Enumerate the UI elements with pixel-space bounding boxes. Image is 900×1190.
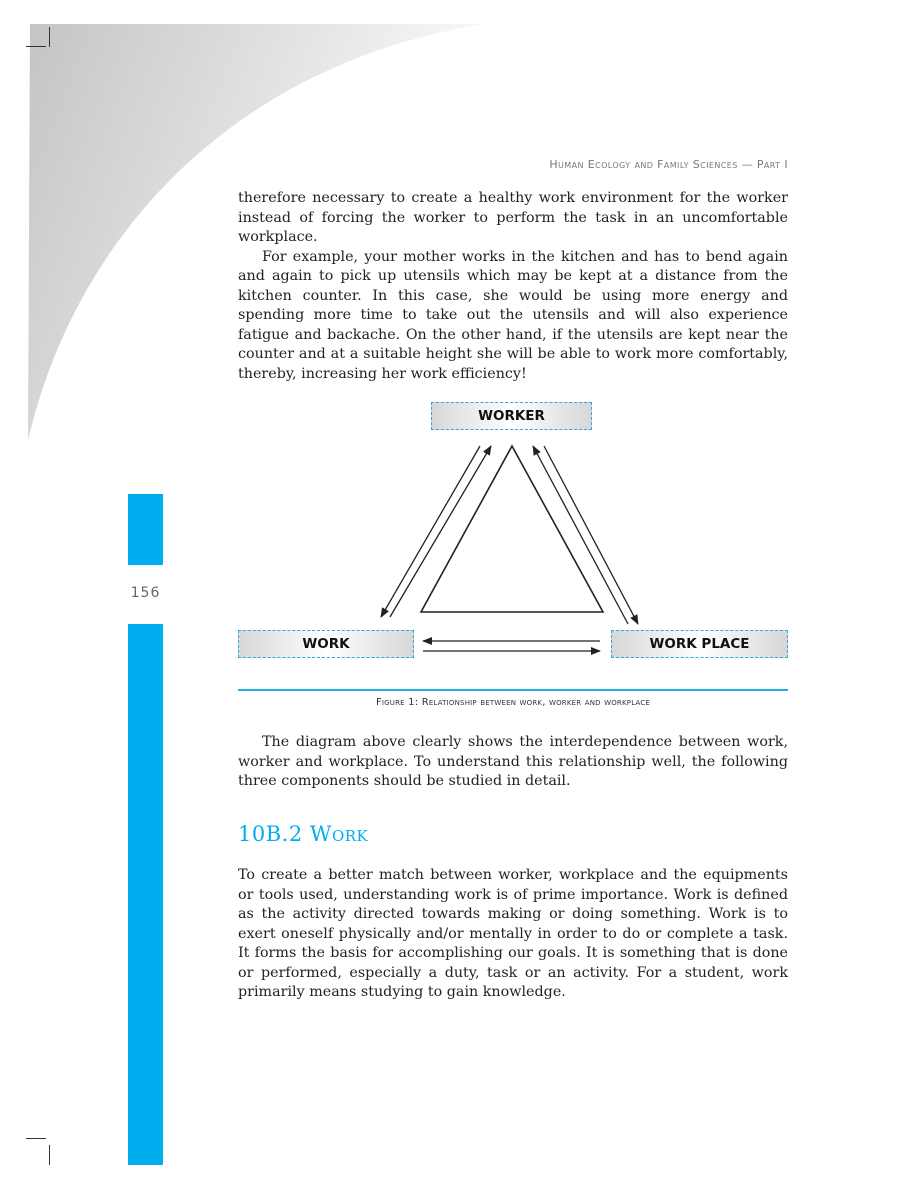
arrow-work-to-worker — [390, 446, 491, 617]
arrow-worker-to-workplace — [544, 446, 638, 624]
figure-caption: Figure 1: Relationship between work, worker and workplace — [375, 697, 651, 708]
center-triangle — [421, 446, 603, 612]
node-worker: WORKER — [431, 402, 592, 430]
paragraph-3: The diagram above clearly shows the interdependence between work, worker and workplace. To understand this relationship well, the following three components should be studied in detail. — [238, 734, 788, 789]
paragraph-2: For example, your mother works in the kitchen and has to bend again and again to pick up utensils which may be kept at a distance from the kitchen counter. In this case, she would be using more energy and spending more time to take out the utensils and will also experience fatigue and backache. On the other hand, if the utensils are kept near the counter and at a suitable height she will be able to work more comfortably, thereby, increasing her work efficiency! — [238, 248, 788, 382]
crop-mark-bottom-horizontal — [26, 1138, 46, 1139]
crop-mark-bottom-vertical — [49, 1145, 50, 1165]
running-header: Human Ecology and Family Sciences — Part I — [549, 158, 788, 171]
paragraph-1: therefore necessary to create a healthy work environment for the worker instead of forcing the worker to perform the task in an uncomfortable workplace. — [238, 190, 788, 245]
side-accent-bar-top — [128, 494, 163, 565]
node-work: WORK — [238, 630, 414, 658]
body-text-top — [238, 189, 788, 384]
body-text-middle — [238, 733, 788, 792]
arrow-workplace-to-worker — [533, 446, 628, 624]
section-heading: 10B.2 Work — [238, 822, 369, 846]
side-accent-bar-bottom — [128, 624, 163, 1165]
node-workplace: WORK PLACE — [611, 630, 788, 658]
crop-mark-top-horizontal — [26, 46, 46, 47]
body-text-bottom — [238, 866, 788, 1003]
figure-work-worker-workplace — [238, 398, 788, 668]
page-number: 156 — [130, 585, 161, 601]
figure-arrows-triangle — [238, 398, 788, 668]
paragraph-4: To create a better match between worker, workplace and the equipments or tools used, understanding work is of prime importance. Work is defined as the activity directed towards making or doing something. Work is to exert oneself physically and/or mentally in order to do or complete a task. It forms the basis for accomplishing our goals. It is something that is done or performed, especially a duty, task or an activity. For a student, work primarily means studying to gain knowledge. — [238, 867, 788, 1000]
figure-rule — [238, 689, 788, 691]
crop-mark-top-vertical — [49, 27, 50, 47]
